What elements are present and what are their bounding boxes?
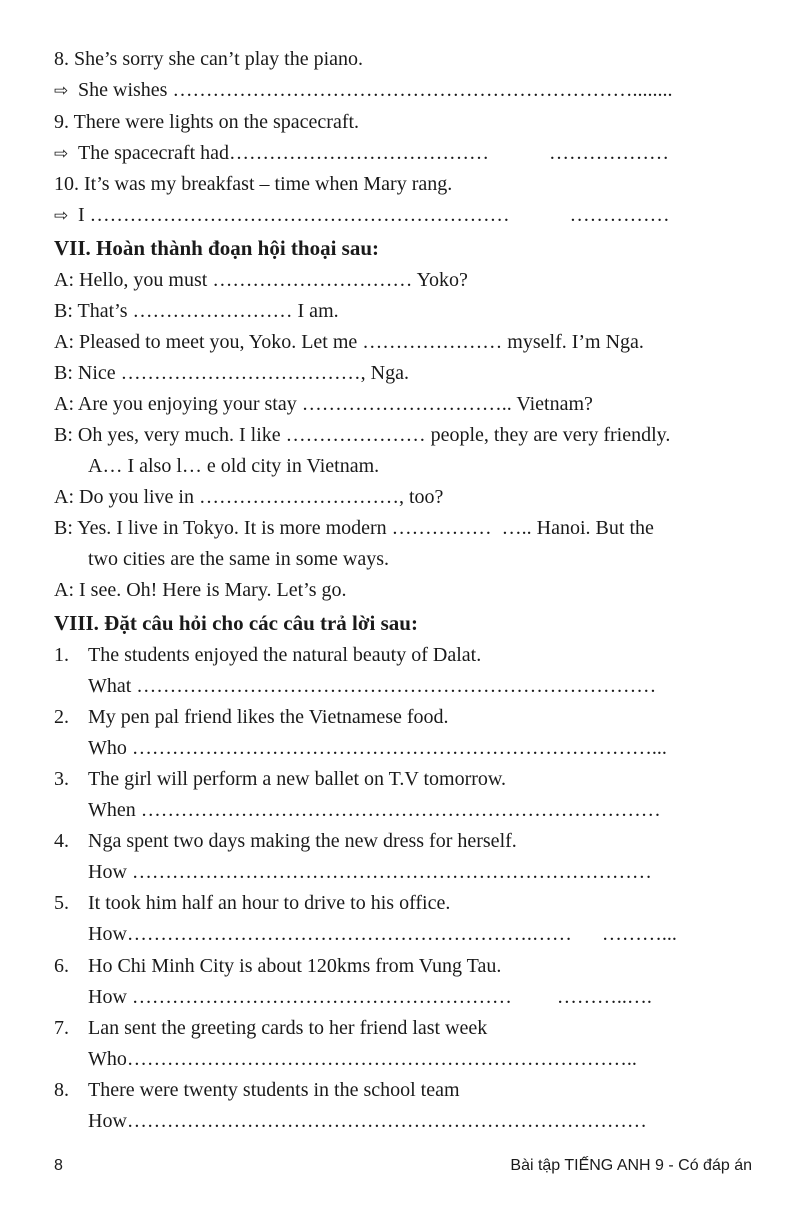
question-item-sentence: 5. It took him half an hour to drive to his office. xyxy=(54,892,451,914)
question-item-answer: Who ……………………………………………………………………... xyxy=(88,737,667,759)
question-item-sentence: 8. There were twenty students in the school team xyxy=(54,1079,460,1101)
question-item-answer: How…………………………………………………….…… ………... xyxy=(88,923,677,945)
page-number: 8 xyxy=(54,1157,63,1174)
exercise-6-item-10-answer: ⇨ I ……………………………………………………… …………… xyxy=(54,202,754,229)
arrow-icon: ⇨ xyxy=(54,81,69,101)
dialogue-line: A: Are you enjoying your stay ………………………….. Vietnam? xyxy=(54,393,593,415)
exercise-6-item-10-prompt: 10. It’s was my breakfast – time when Mary rang. xyxy=(54,173,453,195)
section-7-heading: VII. Hoàn thành đoạn hội thoại sau: xyxy=(54,236,380,260)
dialogue-line: A: Pleased to meet you, Yoko. Let me ………………… myself. I’m Nga. xyxy=(54,331,644,353)
dialogue-line: B: Yes. I live in Tokyo. It is more modern …………… ….. Hanoi. But the xyxy=(54,517,654,539)
question-item-sentence: 3. The girl will perform a new ballet on T.V tomorrow. xyxy=(54,768,507,790)
question-item-sentence: 7. Lan sent the greeting cards to her friend last week xyxy=(54,1017,488,1039)
question-item-answer: Who………………………………………………………………….. xyxy=(88,1048,637,1070)
exercise-6-item-8-answer: ⇨ She wishes ……………………………………………………………........ xyxy=(54,77,754,104)
dialogue-line: A… I also l… e old city in Vietnam. xyxy=(88,455,380,477)
dialogue-line: B: Oh yes, very much. I like ………………… people, they are very friendly. xyxy=(54,424,671,446)
dialogue-line: B: That’s …………………… I am. xyxy=(54,300,339,322)
question-item-sentence: 4. Nga spent two days making the new dress for herself. xyxy=(54,830,517,852)
question-item-sentence: 6. Ho Chi Minh City is about 120kms from Vung Tau. xyxy=(54,955,502,977)
question-item-answer: When …………………………………………………………………… xyxy=(88,799,661,821)
exercise-6-item-9-answer: ⇨ The spacecraft had………………………………… ……………… xyxy=(54,140,754,167)
question-item-answer: How ………………………………………………… ………..…. xyxy=(88,986,652,1008)
dialogue-line: A: Hello, you must ………………………… Yoko? xyxy=(54,269,468,291)
dialogue-line: A: I see. Oh! Here is Mary. Let’s go. xyxy=(54,579,347,601)
question-item-answer: How…………………………………………………………………… xyxy=(88,1110,647,1132)
question-item-answer: How …………………………………………………………………… xyxy=(88,861,652,883)
exercise-6-item-9-prompt: 9. There were lights on the spacecraft. xyxy=(54,111,360,133)
arrow-icon: ⇨ xyxy=(54,144,69,164)
question-item-sentence: 2. My pen pal friend likes the Vietnamese food. xyxy=(54,706,449,728)
dialogue-line: two cities are the same in some ways. xyxy=(88,548,390,570)
arrow-icon: ⇨ xyxy=(54,206,69,226)
section-8-heading: VIII. Đặt câu hỏi cho các câu trả lời sau: xyxy=(54,611,418,635)
question-item-answer: What …………………………………………………………………… xyxy=(88,675,657,697)
exercise-6-item-8-prompt: 8. She’s sorry she can’t play the piano. xyxy=(54,48,364,70)
dialogue-line: A: Do you live in …………………………, too? xyxy=(54,486,444,508)
dialogue-line: B: Nice ………………………………, Nga. xyxy=(54,362,409,384)
question-item-sentence: 1. The students enjoyed the natural beauty of Dalat. xyxy=(54,644,482,666)
book-title: Bài tập TIẾNG ANH 9 - Có đáp án xyxy=(510,1157,752,1174)
